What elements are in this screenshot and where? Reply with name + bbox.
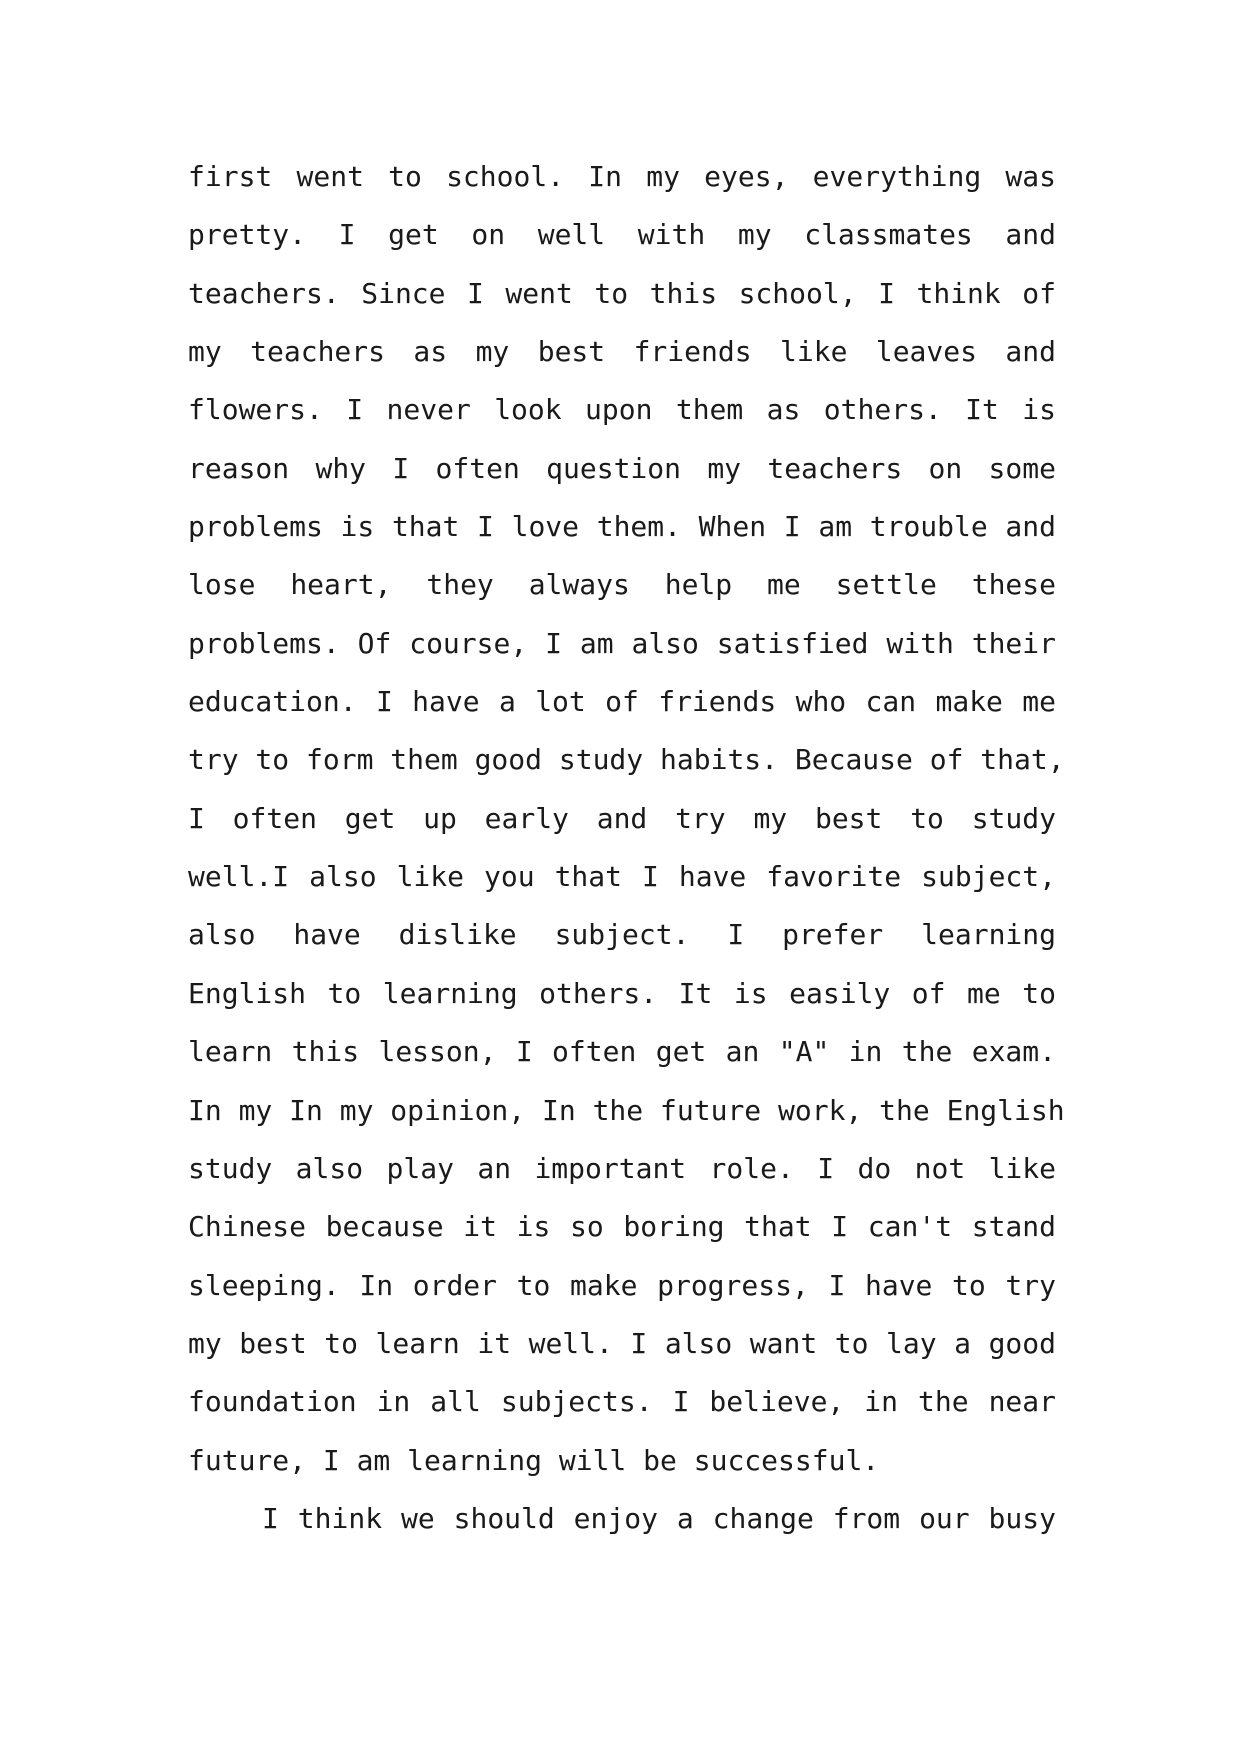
text-line: reason why I often question my teachers on some (188, 451, 1056, 485)
text-line: well.I also like you that I have favorite subject, (188, 860, 1056, 894)
text-line: In my In my opinion, In the future work, the English (188, 1093, 1065, 1127)
text-line: my best to learn it well. I also want to lay a good (188, 1326, 1056, 1360)
text-line: try to form them good study habits. Because of that, (188, 743, 1065, 777)
text-line: English to learning others. It is easily of me to (188, 976, 1056, 1010)
text-line: first went to school. In my eyes, everything was (188, 160, 1056, 193)
text-line: lose heart, they always help me settle these (188, 568, 1056, 602)
text-line: teachers. Since I went to this school, I think of (188, 276, 1056, 310)
paragraph-start-line: I think we should enjoy a change from our busy (262, 1501, 1056, 1535)
text-line: Chinese because it is so boring that I can't stand (188, 1210, 1056, 1244)
text-line: learn this lesson, I often get an "A" in the exam. (188, 1035, 1056, 1069)
text-line: my teachers as my best friends like leaves and (188, 335, 1056, 369)
text-line: sleeping. In order to make progress, I have to try (188, 1268, 1056, 1302)
text-line: education. I have a lot of friends who can make me (188, 685, 1056, 719)
text-line: pretty. I get on well with my classmates and (188, 218, 1056, 252)
text-line: problems. Of course, I am also satisfied with their (188, 626, 1056, 660)
text-line: I often get up early and try my best to study (188, 801, 1056, 835)
text-line: foundation in all subjects. I believe, in the near (188, 1385, 1056, 1419)
text-line: study also play an important role. I do not like (188, 1151, 1056, 1185)
text-line: also have dislike subject. I prefer learning (188, 918, 1056, 952)
text-line: flowers. I never look upon them as others. It is (188, 393, 1056, 427)
body-text (188, 160, 1065, 1562)
paragraph-end-line: future, I am learning will be successful. (188, 1443, 880, 1477)
text-line: problems is that I love them. When I am trouble and (188, 510, 1056, 544)
